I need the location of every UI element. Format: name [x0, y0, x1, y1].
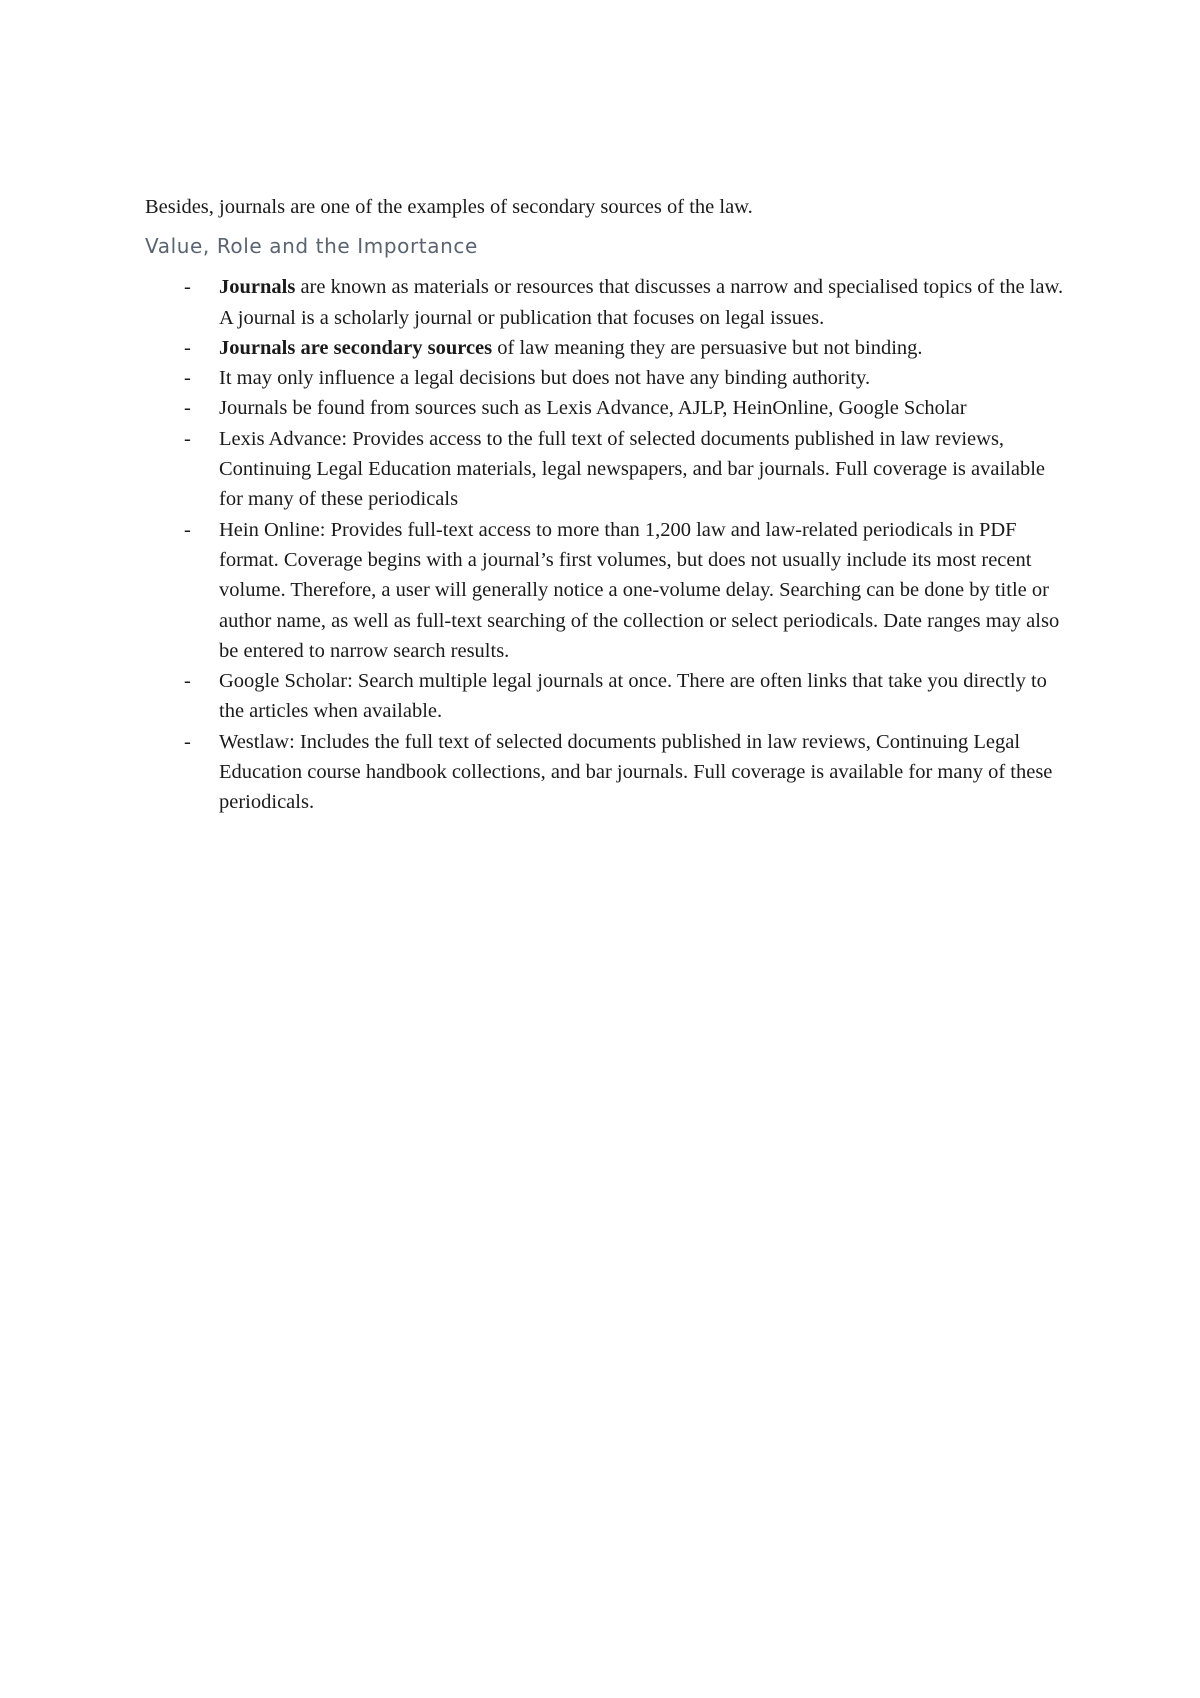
bullet-text: Google Scholar: Search multiple legal journals at once. There are often links that take you directly to the articles when available.: [219, 670, 1047, 723]
bullet-text: Journals be found from sources such as Lexis Advance, AJLP, HeinOnline, Google Scholar: [219, 397, 967, 420]
bullet-text: Lexis Advance: Provides access to the full text of selected documents published in law reviews, Continuing Legal Education materials, legal newspapers, and bar journals. Full coverage is available for many of these periodicals: [219, 427, 1046, 511]
bullet-dash: -: [184, 397, 191, 420]
list-item: [145, 727, 1065, 818]
bullet-text: of law meaning they are persuasive but not binding.: [492, 336, 923, 359]
bullet-dash: -: [184, 730, 191, 753]
bullet-dash: -: [184, 336, 191, 359]
bullet-text: Hein Online: Provides full-text access to more than 1,200 law and law-related periodicals in PDF format. Coverage begins with a journal’s first volumes, but does not usually include its most recent volume. Therefore, a user will generally notice a one-volume delay. Searching can be done by title or author name, as well as full-text searching of the collection or select periodicals. Date ranges may also be entered to narrow search results.: [219, 518, 1060, 662]
section-heading: Value, Role and the Importance: [145, 234, 478, 259]
bullet-dash: -: [184, 518, 191, 541]
bullet-list: [145, 272, 1065, 817]
bullet-text: It may only influence a legal decisions but does not have any binding authority.: [219, 367, 871, 390]
list-item: [145, 272, 1065, 333]
list-item: [145, 393, 1065, 423]
bullet-dash: -: [184, 670, 191, 693]
bullet-dash: -: [184, 276, 191, 299]
bullet-text: are known as materials or resources that discusses a narrow and specialised topics of the law. A journal is a scholarly journal or publication that focuses on legal issues.: [219, 276, 1064, 329]
bullet-dash: -: [184, 367, 191, 390]
bullet-text: Westlaw: Includes the full text of selected documents published in law reviews, Continuing Legal Education course handbook collections, and bar journals. Full coverage is available for many of these periodicals.: [219, 730, 1053, 814]
list-item: [145, 666, 1065, 727]
list-item: [145, 333, 1065, 363]
list-item: [145, 515, 1065, 666]
list-item: [145, 363, 1065, 393]
bullet-bold-text: Journals: [219, 276, 296, 299]
bullet-dash: -: [184, 427, 191, 450]
document-body: [145, 192, 1065, 818]
bullet-bold-text: Journals are secondary sources: [219, 336, 493, 359]
list-item: [145, 424, 1065, 515]
intro-paragraph: Besides, journals are one of the examples of secondary sources of the law.: [145, 196, 753, 218]
